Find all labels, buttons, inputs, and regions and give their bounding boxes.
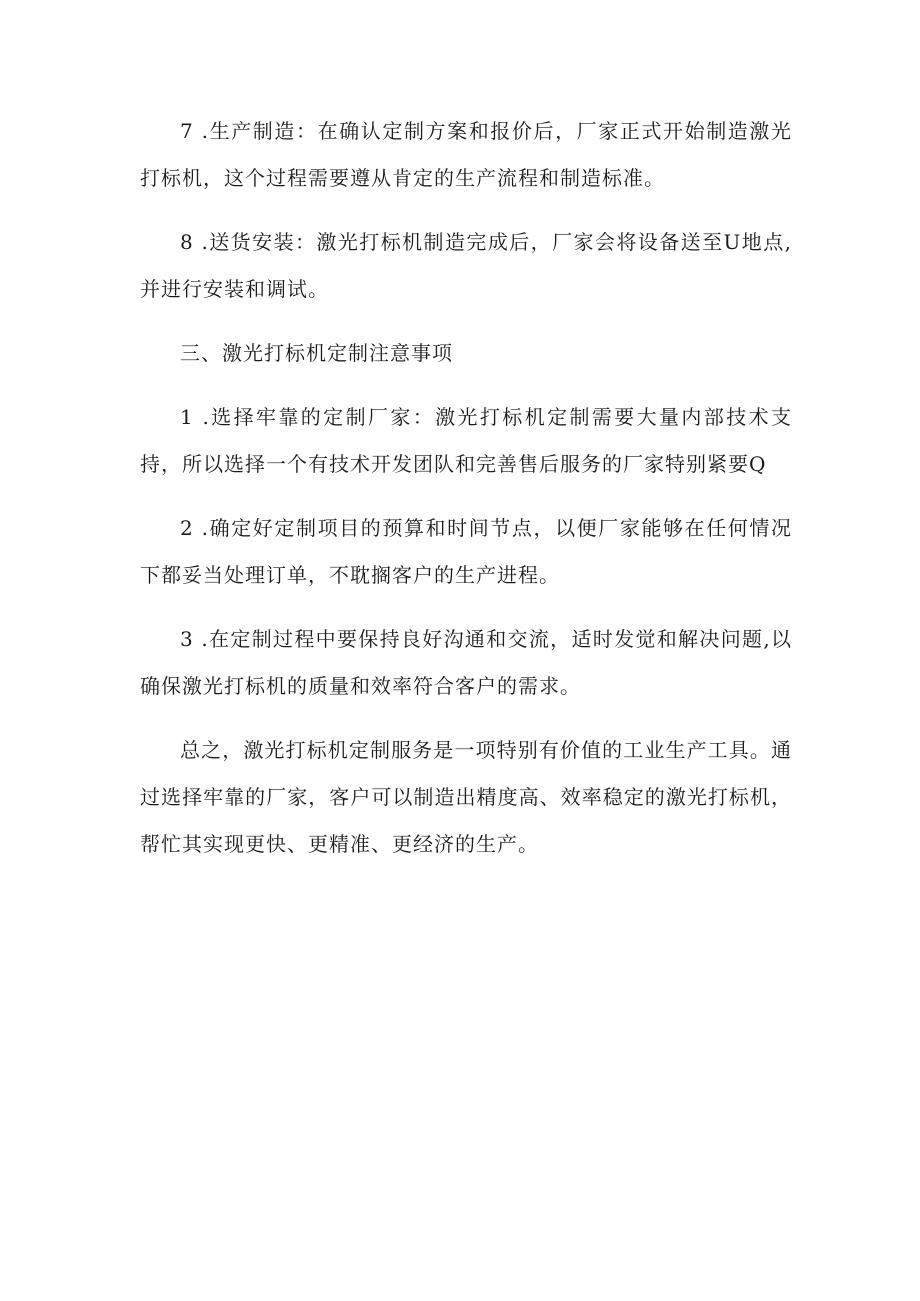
paragraph-summary: 总之，激光打标机定制服务是一项特别有价值的工业生产工具。通过选择牢靠的厂家，客户可以制造出精度高、效率稳定的激光打标机，帮忙其实现更快、更精准、更经济的生产。 — [140, 738, 792, 856]
paragraph-note-3: 3 .在定制过程中要保持良好沟通和交流，适时发觉和解决问题,以确保激光打标机的质量和效率符合客户的需求。 — [140, 627, 792, 698]
section-heading: 三、激光打标机定制注意事项 — [180, 341, 453, 365]
paragraph-note-1: 1 .选择牢靠的定制厂家：激光打标机定制需要大量内部技术支持，所以选择一个有技术开发团队和完善售后服务的厂家特别紧要Q — [140, 405, 792, 476]
document-page — [140, 108, 792, 885]
paragraph-item-8: 8 .送货安装：激光打标机制造完成后，厂家会将设备送至U地点,并进行安装和调试。 — [140, 230, 792, 301]
paragraph-item-7: 7 .生产制造：在确认定制方案和报价后，厂家正式开始制造激光打标机，这个过程需要遵从肯定的生产流程和制造标准。 — [140, 119, 792, 190]
paragraph-note-2: 2 .确定好定制项目的预算和时间节点，以便厂家能够在任何情况下都妥当处理订单，不耽搁客户的生产进程。 — [140, 516, 792, 587]
